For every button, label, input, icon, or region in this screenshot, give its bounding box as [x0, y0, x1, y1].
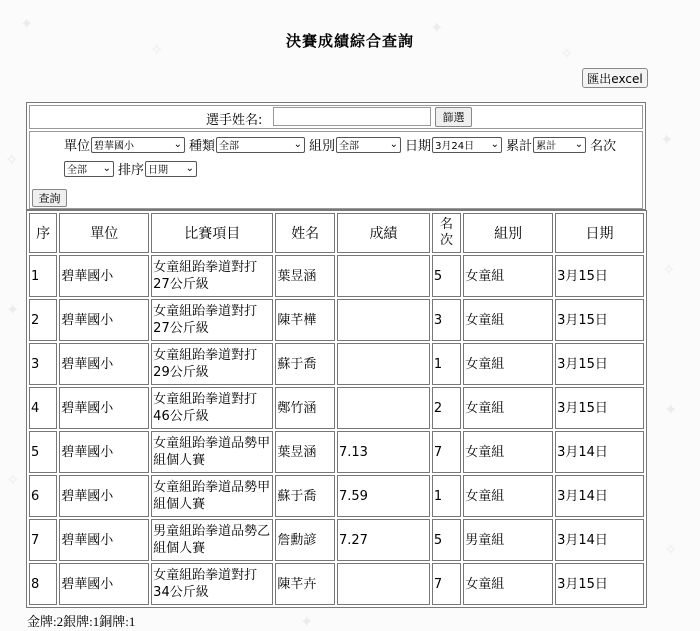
cell-unit: 碧華國小 — [59, 255, 149, 297]
page-title: 決賽成績綜合查詢 — [285, 32, 414, 50]
criteria-line-2 — [64, 159, 197, 178]
cell-seq: 6 — [29, 475, 57, 517]
type-select-value: 全部 — [219, 141, 240, 152]
chevron-down-icon: ⌄ — [173, 139, 183, 150]
header-score: 成績 — [337, 213, 430, 253]
filter-panel — [26, 102, 646, 210]
date-select-value: 3月24日 — [435, 141, 475, 152]
cell-unit: 碧華國小 — [59, 387, 149, 429]
sort-label: 排序 — [118, 163, 145, 178]
header-rank: 名次 — [432, 213, 461, 253]
cell-rank: 3 — [432, 299, 461, 341]
cell-date: 3月14日 — [555, 519, 644, 561]
cell-score: 7.59 — [337, 475, 430, 517]
header-unit: 單位 — [59, 213, 149, 253]
rank-label: 名次 — [590, 139, 617, 154]
header-event: 比賽項目 — [151, 213, 273, 253]
unit-select-value: 碧華國小 — [94, 141, 135, 152]
cell-group: 女童組 — [463, 387, 553, 429]
cell-unit: 碧華國小 — [59, 519, 149, 561]
cell-rank: 7 — [432, 431, 461, 473]
cell-event: 女童組跆拳道對打29公斤級 — [151, 343, 273, 385]
cell-event: 女童組跆拳道品勢甲組個人賽 — [151, 431, 273, 473]
table-row — [29, 255, 644, 297]
cell-name: 詹勳諺 — [275, 519, 335, 561]
date-select[interactable] — [432, 137, 502, 153]
cell-name: 蘇于喬 — [275, 343, 335, 385]
rank-select-value: 全部 — [67, 165, 87, 176]
cell-date: 3月15日 — [555, 343, 644, 385]
cell-group: 女童組 — [463, 431, 553, 473]
cell-rank: 5 — [432, 519, 461, 561]
cell-event: 女童組跆拳道對打46公斤級 — [151, 387, 273, 429]
cell-group: 女童組 — [463, 255, 553, 297]
table-row — [29, 387, 644, 429]
cell-date: 3月15日 — [555, 387, 644, 429]
medal-summary: 金牌:2銀牌:1銅牌:1 — [27, 614, 136, 629]
cell-score — [337, 299, 430, 341]
table-row — [29, 563, 644, 605]
criteria-row — [29, 131, 643, 209]
cell-name: 陳芊卉 — [275, 563, 335, 605]
cell-group: 女童組 — [463, 563, 553, 605]
cell-name: 鄭竹涵 — [275, 387, 335, 429]
results-table — [26, 210, 647, 608]
cell-seq: 8 — [29, 563, 57, 605]
unit-label: 單位 — [64, 139, 91, 154]
unit-select[interactable] — [91, 137, 185, 153]
table-row — [29, 475, 644, 517]
cell-seq: 4 — [29, 387, 57, 429]
cell-rank: 1 — [432, 475, 461, 517]
cell-seq: 7 — [29, 519, 57, 561]
cell-date: 3月14日 — [555, 475, 644, 517]
header-group: 組別 — [463, 213, 553, 253]
sort-select[interactable] — [145, 161, 197, 177]
cell-rank: 2 — [432, 387, 461, 429]
cell-score — [337, 563, 430, 605]
cell-date: 3月15日 — [555, 299, 644, 341]
criteria-line-1 — [64, 135, 617, 154]
table-row — [29, 299, 644, 341]
player-name-input[interactable] — [273, 107, 431, 126]
table-row — [29, 519, 644, 561]
group-select-value: 全部 — [339, 141, 360, 152]
type-select[interactable] — [216, 137, 305, 153]
date-label: 日期 — [405, 139, 432, 154]
table-row — [29, 343, 644, 385]
cell-group: 女童組 — [463, 343, 553, 385]
cell-unit: 碧華國小 — [59, 431, 149, 473]
header-date: 日期 — [555, 213, 644, 253]
cell-seq: 2 — [29, 299, 57, 341]
table-header-row — [29, 213, 644, 253]
cell-group: 男童組 — [463, 519, 553, 561]
cell-event: 女童組跆拳道對打27公斤級 — [151, 255, 273, 297]
cell-unit: 碧華國小 — [59, 343, 149, 385]
chevron-down-icon: ⌄ — [102, 163, 111, 174]
chevron-down-icon: ⌄ — [185, 163, 195, 174]
cell-date: 3月15日 — [555, 255, 644, 297]
group-select[interactable] — [336, 137, 401, 153]
type-label: 種類 — [189, 139, 216, 154]
chevron-down-icon: ⌄ — [389, 139, 399, 150]
cell-event: 女童組跆拳道對打34公斤級 — [151, 563, 273, 605]
cell-score: 7.27 — [337, 519, 430, 561]
cell-seq: 1 — [29, 255, 57, 297]
cumulative-select-value: 累計 — [536, 141, 557, 152]
chevron-down-icon: ⌄ — [574, 139, 584, 150]
cell-rank: 5 — [432, 255, 461, 297]
cell-name: 蘇于喬 — [275, 475, 335, 517]
export-excel-button[interactable]: 匯出excel — [582, 68, 648, 88]
cell-score: 7.13 — [337, 431, 430, 473]
cell-group: 女童組 — [463, 299, 553, 341]
name-label: 選手姓名: — [206, 113, 263, 128]
cell-score — [337, 255, 430, 297]
cell-score — [337, 343, 430, 385]
table-row — [29, 431, 644, 473]
cell-event: 男童組跆拳道品勢乙組個人賽 — [151, 519, 273, 561]
cumulative-select[interactable] — [533, 137, 586, 153]
cumulative-label: 累計 — [506, 139, 533, 154]
cell-event: 女童組跆拳道品勢甲組個人賽 — [151, 475, 273, 517]
cell-unit: 碧華國小 — [59, 563, 149, 605]
rank-select[interactable] — [64, 161, 114, 177]
cell-name: 葉昱涵 — [275, 255, 335, 297]
cell-group: 女童組 — [463, 475, 553, 517]
cell-date: 3月14日 — [555, 431, 644, 473]
cell-rank: 7 — [432, 563, 461, 605]
name-search-row — [29, 105, 643, 129]
header-seq: 序 — [29, 213, 57, 253]
cell-date: 3月15日 — [555, 563, 644, 605]
cell-unit: 碧華國小 — [59, 475, 149, 517]
cell-rank: 1 — [432, 343, 461, 385]
query-button[interactable]: 查詢 — [32, 189, 67, 207]
cell-unit: 碧華國小 — [59, 299, 149, 341]
group-label: 組別 — [309, 139, 336, 154]
chevron-down-icon: ⌄ — [293, 139, 303, 150]
cell-seq: 5 — [29, 431, 57, 473]
cell-name: 陳芊樺 — [275, 299, 335, 341]
chevron-down-icon: ⌄ — [490, 139, 500, 150]
sort-select-value: 日期 — [148, 165, 169, 176]
cell-score — [337, 387, 430, 429]
cell-event: 女童組跆拳道對打27公斤級 — [151, 299, 273, 341]
filter-button[interactable]: 篩選 — [435, 107, 472, 127]
cell-seq: 3 — [29, 343, 57, 385]
cell-name: 葉昱涵 — [275, 431, 335, 473]
header-name: 姓名 — [275, 213, 335, 253]
